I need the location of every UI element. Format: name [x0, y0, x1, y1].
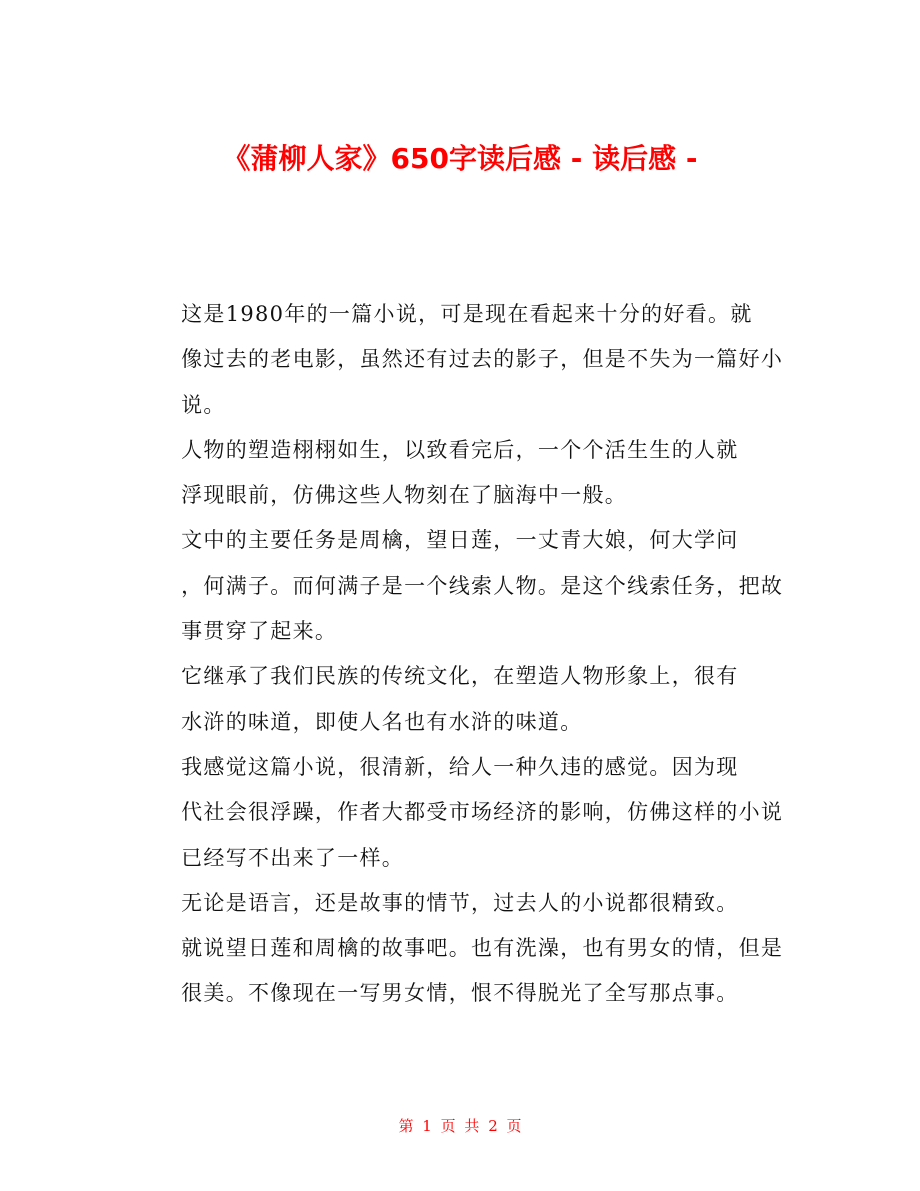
- paragraph-line: 浮现眼前，仿佛这些人物刻在了脑海中一般。: [181, 483, 628, 508]
- paragraph-line: 人物的塑造栩栩如生，以致看完后，一个个活生生的人就: [181, 437, 739, 462]
- paragraph-line: 已经写不出来了一样。: [181, 845, 405, 870]
- total-page-count: 2: [488, 1117, 498, 1135]
- total-label: 共: [464, 1117, 480, 1135]
- paragraph-line: 就说望日莲和周檎的故事吧。也有洗澡，也有男女的情，但是: [181, 936, 784, 961]
- document-body: [137, 292, 788, 1017]
- page-title: 《蒲柳人家》650字读后感 - 读后感 -: [222, 141, 698, 175]
- paragraph-line: ，何满子。而何满子是一个线索人物。是这个线索任务，把故: [181, 573, 784, 598]
- page-label: 第: [398, 1117, 414, 1135]
- paragraph-line: 我感觉这篇小说，很清新，给人一种久违的感觉。因为现: [181, 754, 739, 779]
- paragraph-1: [137, 292, 788, 428]
- paragraph-line: 它继承了我们民族的传统文化，在塑造人物形象上，很有: [181, 664, 739, 689]
- paragraph-line: 很美。不像现在一写男女情，恨不得脱光了全写那点事。: [181, 981, 739, 1006]
- page-unit: 页: [440, 1117, 456, 1135]
- paragraph-line: 说。: [181, 392, 226, 417]
- paragraph-line: 这是1980年的一篇小说，可是现在看起来十分的好看。就: [181, 302, 753, 326]
- current-page-number: 1: [422, 1117, 432, 1135]
- paragraph-6: [137, 881, 788, 1017]
- total-unit: 页: [506, 1117, 522, 1135]
- paragraph-line: 像过去的老电影，虽然还有过去的影子，但是不失为一篇好小: [181, 347, 784, 372]
- paragraph-line: 水浒的味道，即使人名也有水浒的味道。: [181, 709, 583, 734]
- paragraph-5: [137, 745, 788, 881]
- paragraph-4: [137, 654, 788, 745]
- paragraph-2: [137, 428, 788, 519]
- paragraph-line: 无论是语言，还是故事的情节，过去人的小说都很精致。: [181, 890, 739, 915]
- paragraph-line: 代社会很浮躁，作者大都受市场经济的影响，仿佛这样的小说: [181, 800, 784, 825]
- page-number-footer: [0, 1114, 920, 1138]
- paragraph-3: [137, 518, 788, 654]
- paragraph-line: 文中的主要任务是周檎，望日莲，一丈青大娘，何大学问: [181, 528, 739, 553]
- paragraph-line: 事贯穿了起来。: [181, 619, 338, 644]
